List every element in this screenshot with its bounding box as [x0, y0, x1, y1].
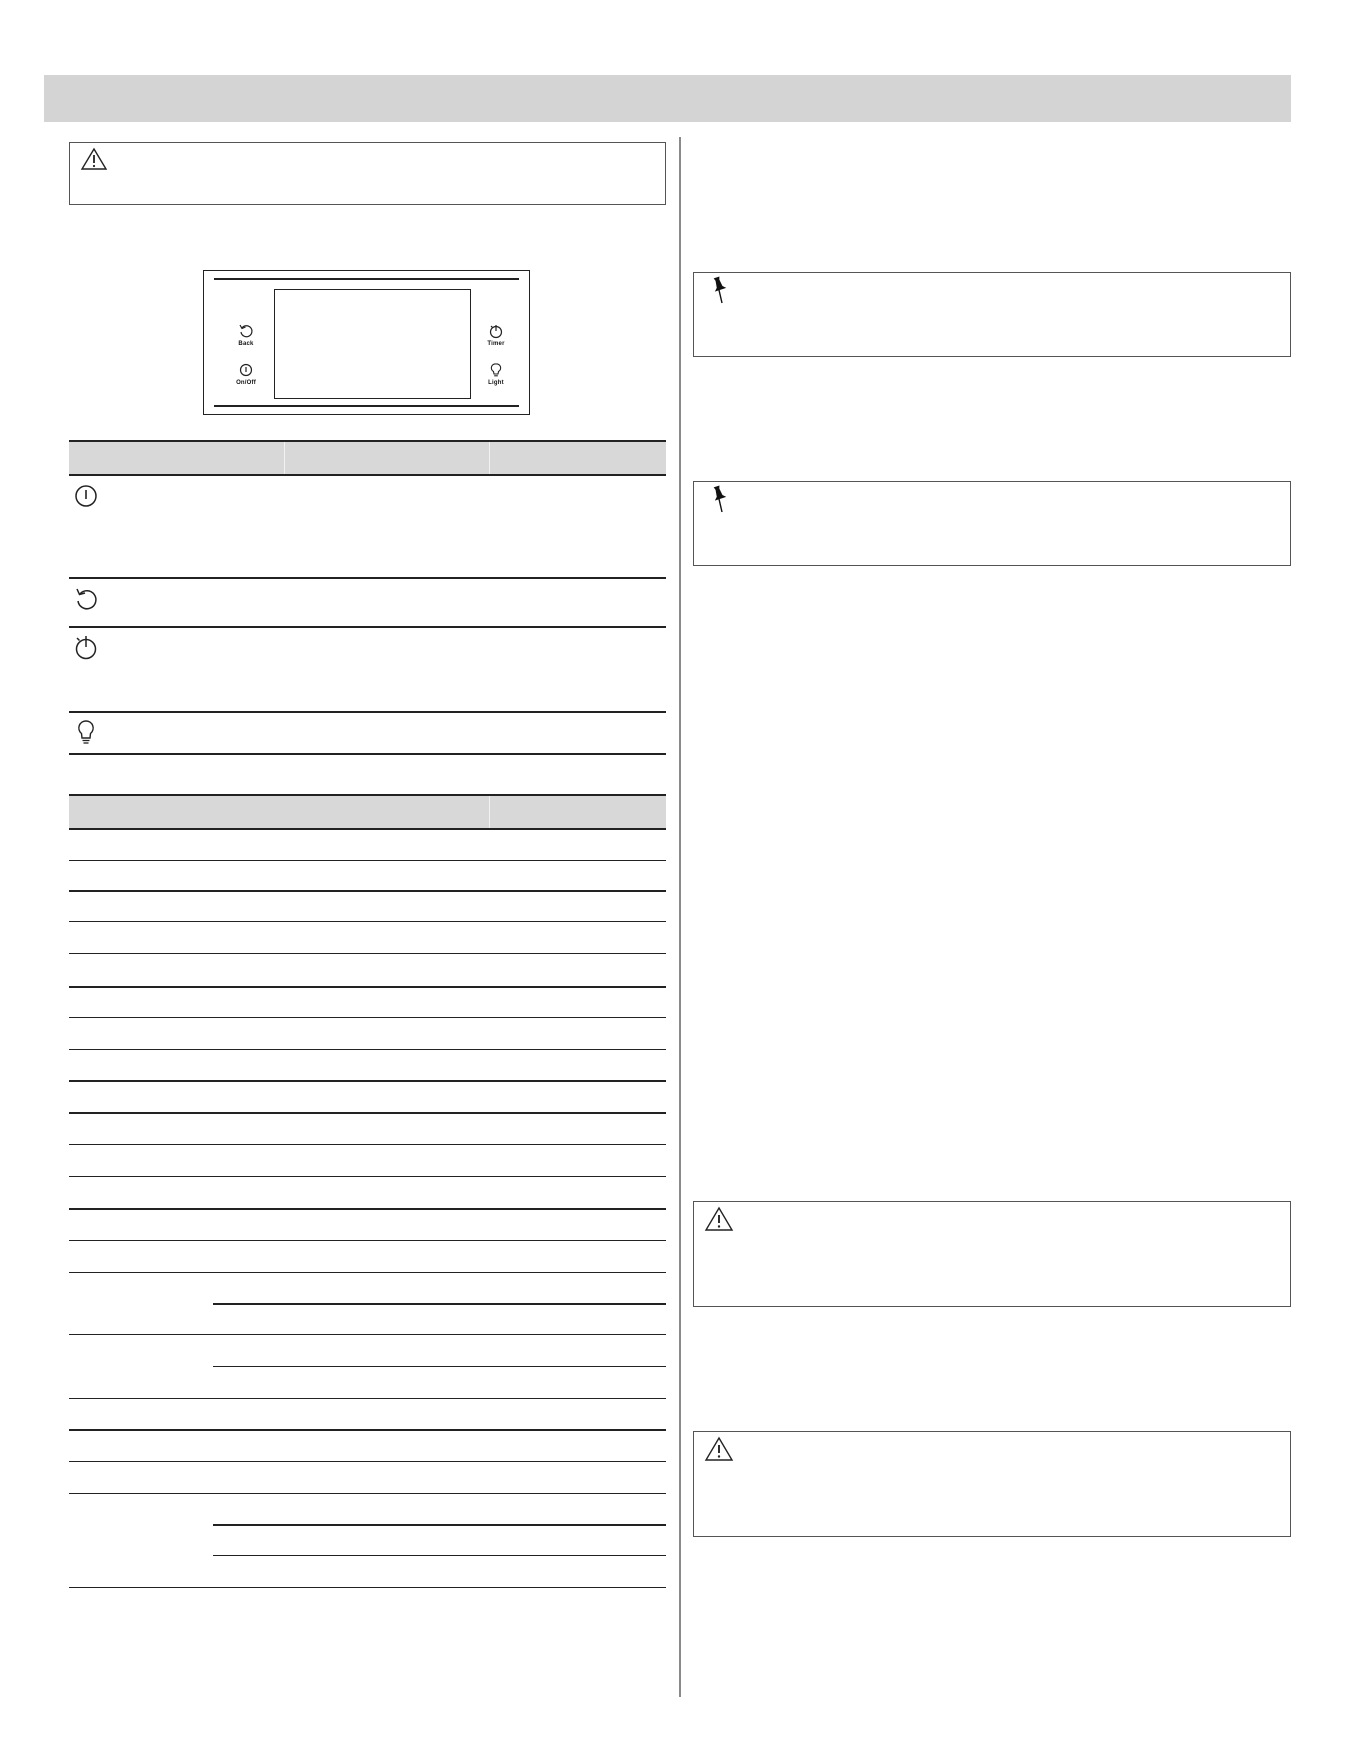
control-panel-figure [203, 270, 530, 415]
table-row-divider [69, 1176, 666, 1177]
table-row-divider [69, 626, 666, 628]
table-row-divider [213, 1524, 666, 1526]
table-row-divider [69, 1272, 666, 1273]
button-table-header [69, 440, 666, 476]
table-row-divider [213, 1366, 666, 1367]
warning-icon [704, 1206, 734, 1232]
table-row-divider [69, 577, 666, 579]
warning-icon [80, 147, 108, 171]
table-row-divider [69, 1208, 666, 1210]
light-icon [73, 719, 99, 745]
table-row-divider [69, 986, 666, 988]
table-row-divider [69, 890, 666, 892]
timer-label: Timer [487, 341, 505, 347]
light-icon [488, 362, 504, 378]
warning-icon [704, 1436, 734, 1462]
table-row-divider [69, 1398, 666, 1399]
light-label: Light [488, 380, 504, 386]
power-icon [73, 483, 99, 509]
panel-onoff-button[interactable] [226, 362, 266, 386]
table-row-divider [69, 921, 666, 922]
note-callout [693, 481, 1291, 566]
table-row-light [73, 719, 99, 750]
table-row-back [73, 586, 99, 617]
warning-callout [693, 1201, 1291, 1307]
panel-top-trim [214, 278, 519, 280]
note-callout [693, 272, 1291, 357]
table-row-divider [69, 953, 666, 954]
warning-callout [69, 142, 666, 205]
panel-back-button[interactable] [226, 323, 266, 347]
settings-table-header [69, 794, 666, 830]
table-row-divider [69, 1049, 666, 1050]
table-row-divider [69, 860, 666, 861]
back-icon [73, 586, 99, 612]
pushpin-icon [708, 275, 730, 307]
table-row-divider [69, 753, 666, 755]
panel-timer-button[interactable] [476, 323, 516, 347]
table-row-divider [69, 1461, 666, 1462]
onoff-label: On/Off [236, 380, 256, 386]
table-row-timer [73, 634, 99, 665]
table-row-divider [69, 1429, 666, 1431]
table-row-divider [213, 1303, 666, 1305]
table-row-divider [69, 1334, 666, 1335]
table-row-divider [213, 1555, 666, 1556]
column-divider [679, 137, 681, 1697]
table-row-power [73, 483, 99, 514]
warning-callout [693, 1431, 1291, 1537]
table-row-divider [69, 1144, 666, 1145]
table-row-divider [69, 1080, 666, 1082]
table-row-divider [69, 711, 666, 713]
table-row-divider [69, 1112, 666, 1114]
table-row-divider [69, 1240, 666, 1241]
panel-light-button[interactable] [476, 362, 516, 386]
table-row-divider [69, 1493, 666, 1494]
section-header-band [44, 75, 1291, 122]
back-label: Back [238, 341, 254, 347]
timer-icon [73, 634, 99, 660]
back-icon [238, 323, 254, 339]
timer-icon [488, 323, 504, 339]
pushpin-icon [708, 484, 730, 516]
table-row-divider [69, 1017, 666, 1018]
display-screen[interactable] [274, 289, 471, 399]
table-row-divider [69, 1587, 666, 1588]
power-icon [238, 362, 254, 378]
panel-bottom-trim [214, 405, 519, 407]
